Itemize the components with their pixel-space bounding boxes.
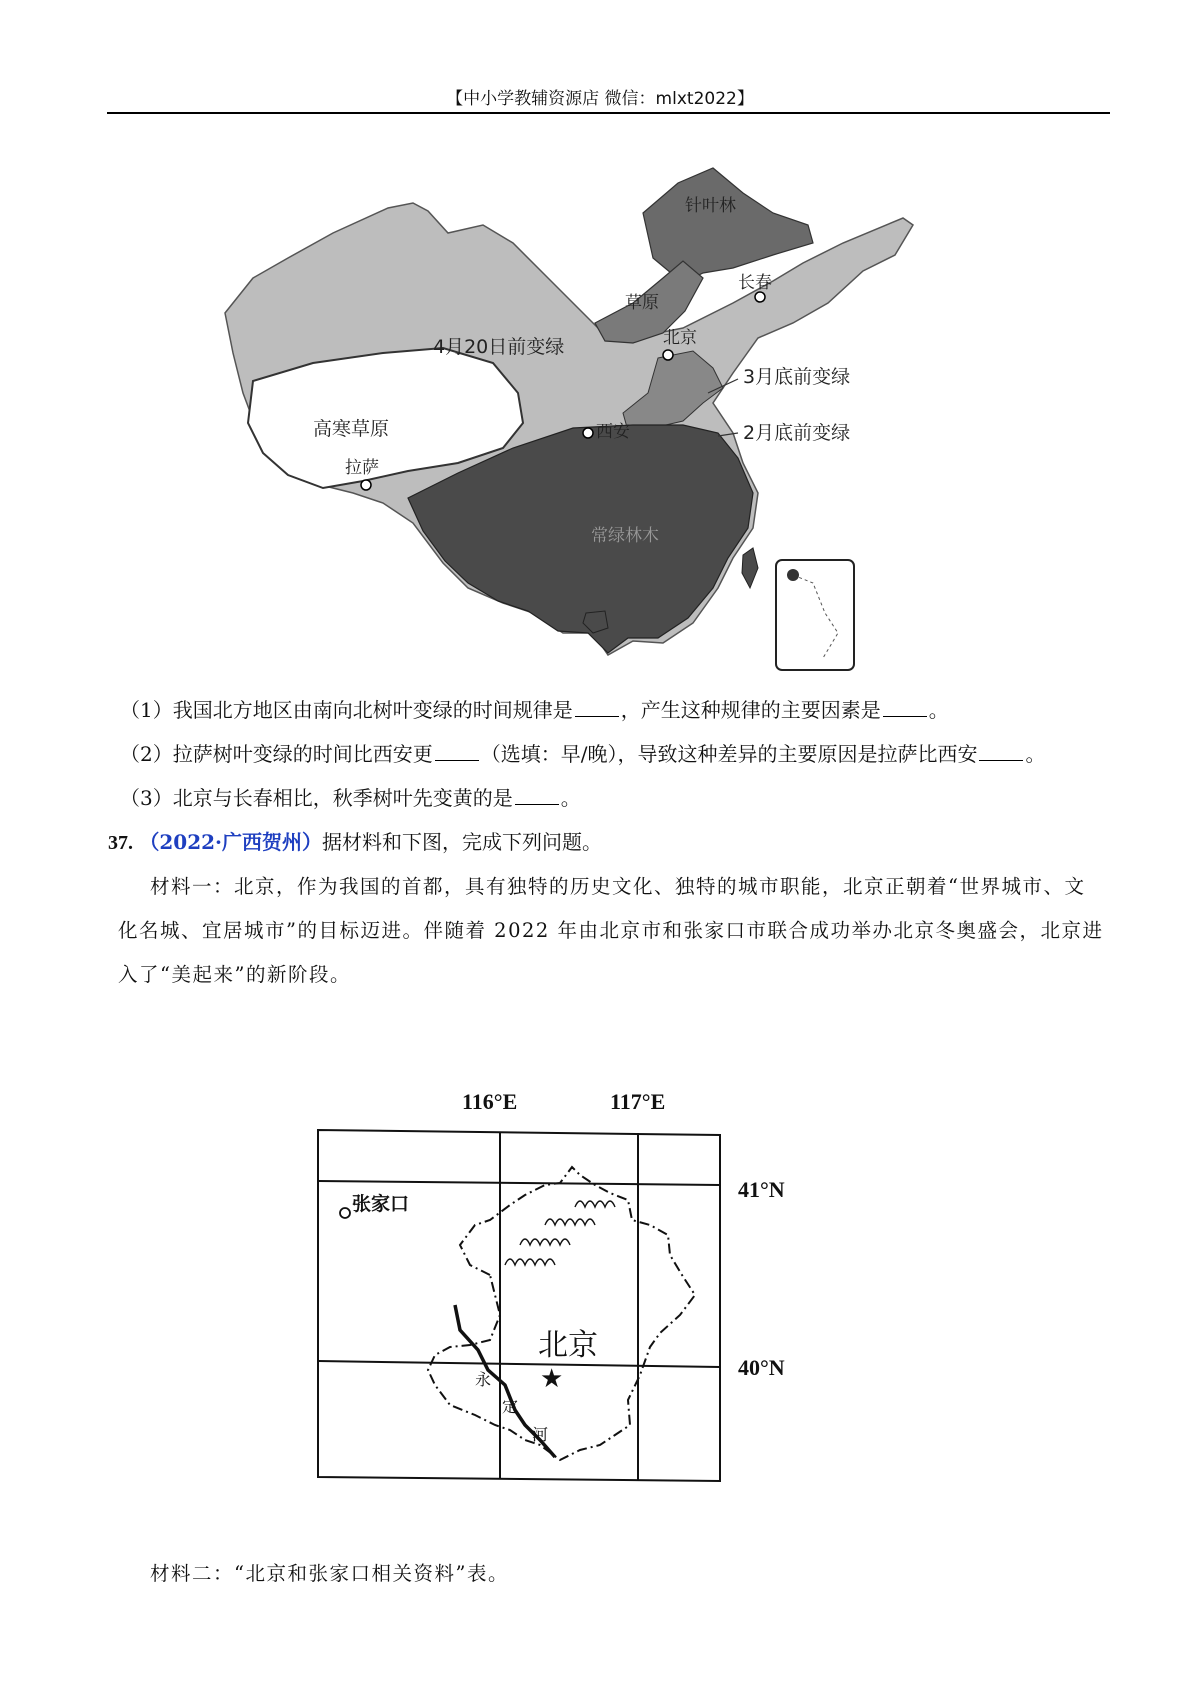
lat-41: 41°N: [738, 1177, 785, 1202]
problem-37-heading: [108, 826, 602, 855]
label-changchun: 长春: [738, 273, 772, 293]
china-greening-map: [213, 163, 969, 741]
beijing-boundary: [428, 1167, 695, 1460]
problem-number: 37.: [108, 832, 133, 854]
answer-blank[interactable]: [435, 760, 479, 761]
label-end-feb: 2月底前变绿: [743, 422, 851, 444]
answer-blank[interactable]: [883, 716, 927, 717]
conifer-region: [643, 168, 813, 283]
label-conifer: 针叶林: [685, 196, 736, 216]
lon-116: 116°E: [462, 1089, 518, 1114]
beijing-map: [310, 1085, 890, 1513]
lon-117: 117°E: [610, 1089, 666, 1114]
material1-line1: 材料一：北京，作为我国的首都，具有独特的历史文化、独特的城市职能，北京正朝着“世界城市、文: [150, 875, 1086, 898]
label-xian: 西安: [596, 422, 630, 442]
material1-line2: 化名城、宜居城市”的目标迈进。伴随着 2022 年由北京市和张家口市联合成功举办北京冬奥盛会，北京进: [118, 919, 1104, 942]
zhangjiakou-marker: [340, 1208, 350, 1218]
answer-blank[interactable]: [515, 804, 559, 805]
label-evergreen: 常绿林木: [591, 526, 659, 546]
river-char-2: 定: [502, 1397, 519, 1416]
label-beijing: 北京: [663, 328, 697, 348]
mountain-range: [505, 1201, 615, 1265]
question-3: （3）北京与长春相比，秋季树叶先变黄的是 。: [120, 786, 581, 810]
label-zhangjiakou: 张家口: [352, 1193, 410, 1215]
river-char-1: 永: [475, 1370, 492, 1389]
answer-blank[interactable]: [979, 760, 1023, 761]
problem-instruction: 据材料和下图，完成下列问题。: [322, 830, 602, 854]
page-header: 【中小学教辅资源店 微信：mlxt2022】: [446, 89, 754, 109]
question-1: （1）我国北方地区由南向北树叶变绿的时间规律是 ，产生这种规律的主要因素是 。: [120, 698, 949, 722]
changchun-marker: [755, 292, 765, 302]
label-alpine: 高寒草原: [313, 418, 390, 440]
header-rule: [107, 112, 1110, 114]
answer-blank[interactable]: [575, 716, 619, 717]
label-end-mar: 3月底前变绿: [743, 366, 851, 388]
lat-40: 40°N: [738, 1355, 785, 1380]
lhasa-marker: [361, 480, 371, 490]
label-before-apr20: 4月20日前变绿: [433, 336, 565, 358]
river-char-3: 河: [532, 1425, 549, 1444]
label-grassland: 草原: [625, 293, 659, 313]
problem-source: （2022·广西贺州）: [139, 830, 322, 854]
material2-text: 材料二：“北京和张家口相关资料”表。: [150, 1562, 509, 1585]
xian-marker: [583, 428, 593, 438]
label-beijing: 北京: [538, 1328, 598, 1363]
capital-star-icon: ★: [540, 1364, 564, 1394]
taiwan-island: [742, 548, 758, 588]
beijing-marker: [663, 350, 673, 360]
material1-line3: 入了“美起来”的新阶段。: [118, 963, 351, 986]
label-lhasa: 拉萨: [345, 458, 379, 478]
question-2: （2）拉萨树叶变绿的时间比西安更 （选填：早/晚），导致这种差异的主要原因是拉萨比西安 。: [120, 742, 1046, 766]
